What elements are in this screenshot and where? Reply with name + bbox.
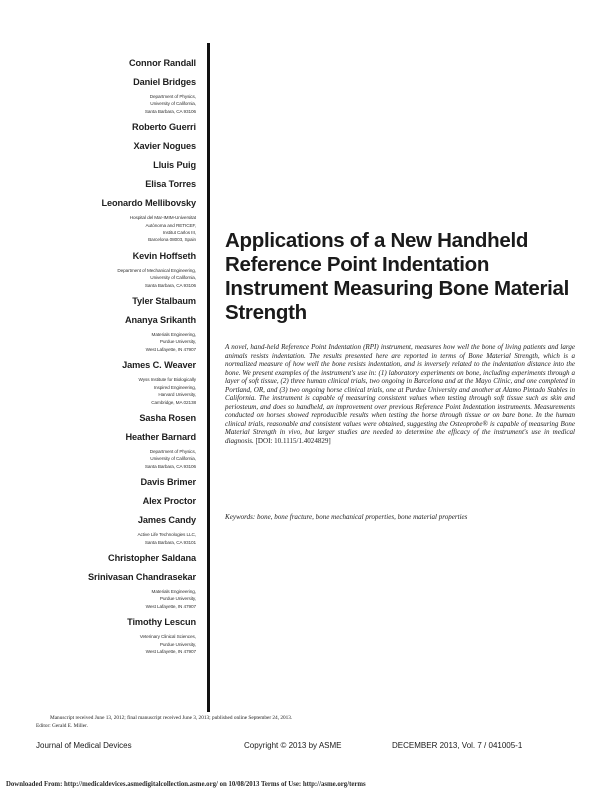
affiliation-line: West Lafayette, IN 47907 xyxy=(145,346,196,352)
download-line: Downloaded From: http://medicaldevices.asmedigitalcollection.asme.org/ on 10/08/2013 Terms of Use: http://asme.org/terms xyxy=(6,781,366,788)
author-name: Timothy Lescun xyxy=(127,617,196,628)
author-group xyxy=(20,54,196,115)
paper-title: Applications of a New Handheld Reference Point Indentation Instrument Measuring Bone Material Strength xyxy=(225,229,570,324)
affiliation-line: Autònoma and RETICEF, xyxy=(145,222,196,228)
affiliation xyxy=(20,448,196,470)
author-name: Sasha Rosen xyxy=(139,412,196,423)
abstract xyxy=(225,343,575,446)
copyright: Copyright © 2013 by ASME xyxy=(244,741,342,750)
affiliation-line: Santa Barbara, CA 93101 xyxy=(144,539,196,545)
doi-link[interactable]: [DOI: 10.1115/1.4024829] xyxy=(255,437,331,446)
author-name: Daniel Bridges xyxy=(133,77,196,87)
author-group xyxy=(20,247,196,289)
author-name: Lluis Puig xyxy=(153,160,196,171)
author-group xyxy=(20,118,196,244)
author-group xyxy=(20,356,196,406)
author-name: Christopher Saldana xyxy=(108,552,196,563)
author-group xyxy=(20,613,196,655)
affiliation-line: West Lafayette, IN 47907 xyxy=(145,603,196,609)
author-name: James Candy xyxy=(137,515,196,526)
author-list xyxy=(20,54,196,658)
author-group xyxy=(20,409,196,470)
affiliation-line: Barcelona 08003, Spain xyxy=(148,237,196,243)
affiliation-line: Active Life Technologies LLC, xyxy=(137,532,196,538)
keywords: Keywords: bone, bone fracture, bone mechanical properties, bone material properties xyxy=(225,513,468,521)
affiliation-line: University of California, xyxy=(150,275,196,281)
author-name: Xavier Nogues xyxy=(133,141,196,152)
affiliation xyxy=(20,93,196,115)
affiliation xyxy=(20,267,196,289)
affiliation xyxy=(20,331,196,353)
affiliation-line: Hospital del Mar-IMIM-Universitat xyxy=(129,215,196,221)
affiliation-line: Santa Barbara, CA 93106 xyxy=(144,463,196,469)
abstract-text: A novel, hand-held Reference Point Indentation (RPI) instrument, measures how well the bone of living patients and large animals resists indentation. The results presented here are reported in terms of Bone Material Strength, which is a normalized measure of how well the bone resists indentation, and is inversely related to the indentation distance into the bone. We present examples of the instrument's use in: (1) laboratory experiments on bone, including experiments through a layer of soft tissue, (2) three human clinical trials, two ongoing in Barcelona and at the Mayo Clinic, and one completed in Portland, OR, and (3) two ongoing horse clinical trials, one at Purdue University and another at Alamo Pintado Stables in California. The instrument is capable of measuring consistent values when testing through soft tissue such as skin and periosteum, and does so handheld, an improvement over previous Reference Point Indentation instruments. Measurements conducted on horses showed reproducible results when testing the horse through tissue or on bare bone. In the human clinical trials, reasonable and consistent values were obtained, suggesting the Osteoprobe® is capable of measuring Bone Material Strength in vivo, but larger studies are needed to determine the efficacy of the instrument's use in medical diagnosis. xyxy=(225,343,575,446)
author-name: Davis Brimer xyxy=(140,477,196,488)
manuscript-note: Manuscript received June 13, 2012; final manuscript received June 3, 2013; published online September 24, 2013. Editor: Gerald E. Miller. xyxy=(36,715,293,729)
affiliation-line: Materials Engineering, xyxy=(151,588,196,594)
vertical-divider xyxy=(207,43,210,712)
author-group xyxy=(20,549,196,610)
author-group xyxy=(20,473,196,546)
author-name: Kevin Hoffseth xyxy=(132,250,196,261)
affiliation xyxy=(20,376,196,406)
affiliation xyxy=(20,214,196,244)
author-name: Leonardo Mellibovsky xyxy=(101,198,196,209)
author-name: Tyler Stalbaum xyxy=(132,296,196,307)
affiliation-line: West Lafayette, IN 47907 xyxy=(145,648,196,654)
affiliation-line: Purdue University, xyxy=(159,596,196,602)
affiliation-line: Cambridge, MA 02138 xyxy=(151,399,196,405)
affiliation-line: Wyss Institute for Biologically xyxy=(138,377,196,383)
author-name: Srinivasan Chandrasekar xyxy=(87,571,196,582)
affiliation-line: Purdue University, xyxy=(159,339,196,345)
affiliation-line: Santa Barbara, CA 93106 xyxy=(144,282,196,288)
affiliation-line: Department of Mechanical Engineering, xyxy=(117,267,196,273)
author-name: Roberto Guerri xyxy=(132,122,196,133)
affiliation-line: Inspired Engineering, xyxy=(153,384,196,390)
journal-name: Journal of Medical Devices xyxy=(36,741,132,750)
affiliation-line: Veterinary Clinical Sciences, xyxy=(139,634,196,640)
affiliation-line: University of California, xyxy=(150,456,196,462)
affiliation xyxy=(20,588,196,610)
author-name: Alex Proctor xyxy=(142,496,196,507)
author-name: Ananya Srikanth xyxy=(125,315,196,326)
affiliation-line: Purdue University, xyxy=(159,641,196,647)
author-name: Connor Randall xyxy=(129,58,196,68)
author-name: Heather Barnard xyxy=(125,431,196,442)
issue-info: DECEMBER 2013, Vol. 7 / 041005-1 xyxy=(392,741,523,750)
affiliation xyxy=(20,633,196,655)
affiliation-line: Santa Barbara, CA 93106 xyxy=(144,108,196,114)
affiliation-line: Materials Engineering, xyxy=(151,332,196,338)
affiliation-line: Harvard University, xyxy=(158,392,196,398)
affiliation-line: Institut Carlos III, xyxy=(162,230,196,236)
affiliation-line: Department of Physics, xyxy=(149,448,196,454)
affiliation xyxy=(20,531,196,546)
affiliation-line: Department of Physics, xyxy=(149,94,196,99)
affiliation-line: University of California, xyxy=(150,101,196,107)
author-name: James C. Weaver xyxy=(122,360,196,371)
author-name: Elisa Torres xyxy=(145,179,196,190)
author-group xyxy=(20,292,196,353)
